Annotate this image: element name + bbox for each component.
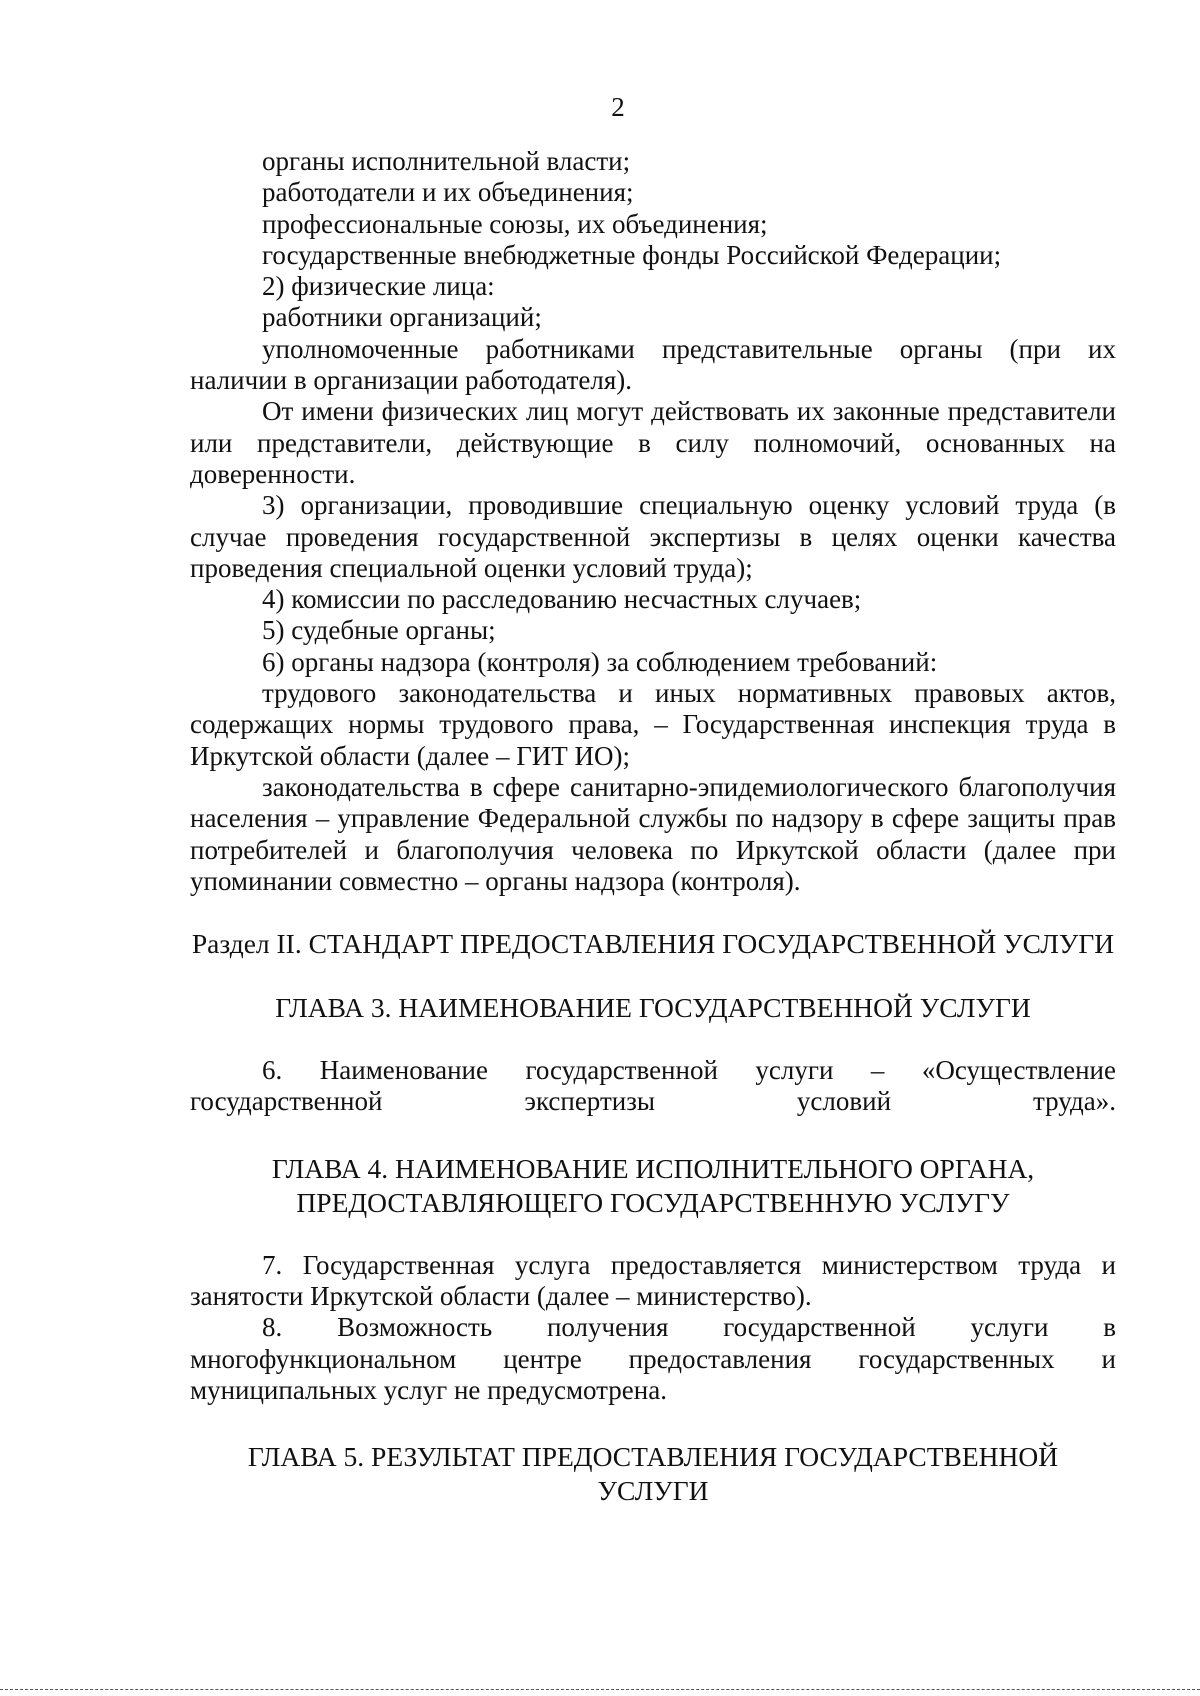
chapter-heading-5 [190,1440,1116,1508]
list-item-extrabudgetary-funds: государственные внебюджетные фонды Российской Федерации; [262,239,1002,270]
chapter-heading-5-line-2: УСЛУГИ [597,1475,709,1507]
page-bottom-divider [0,1689,1200,1690]
chapter-heading-4-line-2: ПРЕДОСТАВЛЯЮЩЕГО ГОСУДАРСТВЕННУЮ УСЛУГУ [296,1186,1010,1218]
list-item-labor-inspection: трудового законодательства и иных нормативных правовых актов, содержащих нормы трудового права, – Государственная инспекция труда в Иркутской области (далее – ГИТ ИО); [190,678,1116,771]
clause-6: 6. Наименование государственной услуги – «Осуществление государственной экспертизы условий труда». [190,1055,1116,1117]
list-item-sanitary-supervision: законодательства в сфере санитарно-эпидемиологического благополучия населения – управление Федеральной службы по надзору в сфере защиты прав потребителей и благополучия человека по Иркутской области (далее при упоминании совместно – органы надзора (контроля). [190,771,1116,896]
list-item-employees: работники организаций; [262,302,542,333]
chapter-heading-3: ГЛАВА 3. НАИМЕНОВАНИЕ ГОСУДАРСТВЕННОЙ УСЛУГИ [275,992,1031,1024]
chapter-heading-4-line-1: ГЛАВА 4. НАИМЕНОВАНИЕ ИСПОЛНИТЕЛЬНОГО ОРГАНА, [271,1152,1035,1184]
list-item-trade-unions: профессиональные союзы, их объединения; [262,208,768,239]
clause-8: 8. Возможность получения государственной услуги в многофункциональном центре предоставления государственных и муниципальных услуг не предусмотрена. [190,1312,1116,1405]
list-item-courts: 5) судебные органы; [262,615,496,646]
section-heading-razdel-2: Раздел II. СТАНДАРТ ПРЕДОСТАВЛЕНИЯ ГОСУДАРСТВЕННОЙ УСЛУГИ [191,928,1115,960]
list-item-individuals: 2) физические лица: [262,271,495,302]
list-item-supervisory-bodies: 6) органы надзора (контроля) за соблюдением требований: [262,646,938,677]
paragraph-representatives: От имени физических лиц могут действовать их законные представители или представители, действующие в силу полномочий, основанных на доверенности. [190,396,1116,489]
document-body [190,146,1116,1508]
chapter-heading-5-line-1: ГЛАВА 5. РЕЗУЛЬТАТ ПРЕДОСТАВЛЕНИЯ ГОСУДАРСТВЕННОЙ [247,1441,1059,1473]
list-item-representative-bodies: уполномоченные работниками представительные органы (при их наличии в организации работодателя). [190,333,1116,396]
clause-7: 7. Государственная услуга предоставляется министерством труда и занятости Иркутской области (далее – министерство). [190,1249,1116,1312]
chapter-heading-4 [190,1152,1116,1220]
list-item-commissions: 4) комиссии по расследованию несчастных случаев; [262,584,862,615]
list-item-employers: работодатели и их объединения; [262,177,634,208]
list-item-organizations: 3) организации, проводившие специальную оценку условий труда (в случае проведения государственной экспертизы в целях оценки качества проведения специальной оценки условий труда); [190,490,1116,583]
list-item-executive-bodies: органы исполнительной власти; [262,146,631,176]
page-number: 2 [611,92,625,122]
